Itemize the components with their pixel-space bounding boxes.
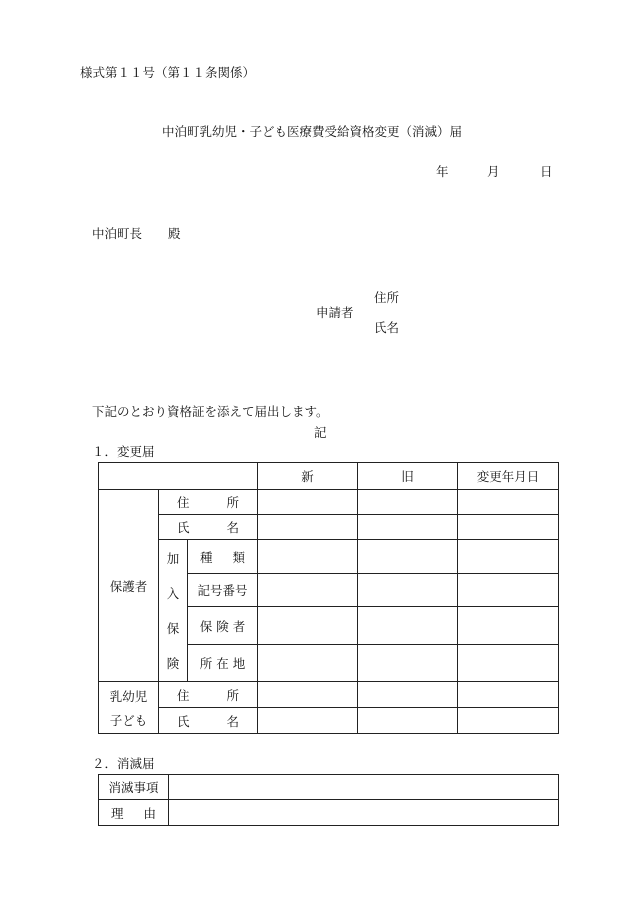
col-new: 新 bbox=[258, 463, 358, 490]
guardian-address-label: 住 所 bbox=[159, 490, 258, 515]
insurance-type-date[interactable] bbox=[458, 540, 559, 574]
reason-field[interactable] bbox=[169, 800, 559, 826]
insurance-vertical-label: 加 入 保 険 bbox=[159, 540, 188, 682]
location-new[interactable] bbox=[258, 645, 358, 682]
document-title: 中泊町乳幼児・子ども医療費受給資格変更（消滅）届 bbox=[162, 124, 463, 139]
addressee-honorific: 殿 bbox=[168, 226, 181, 241]
insurer-label: 保 険 者 bbox=[188, 607, 258, 645]
guardian-name-label: 氏 名 bbox=[159, 515, 258, 540]
termination-item-field[interactable] bbox=[169, 775, 559, 800]
symbol-number-date[interactable] bbox=[458, 574, 559, 607]
statement-text: 下記のとおり資格証を添えて届出します。 bbox=[92, 404, 329, 419]
termination-table bbox=[98, 774, 559, 826]
location-date[interactable] bbox=[458, 645, 559, 682]
guardian-label: 保護者 bbox=[99, 490, 159, 682]
change-table bbox=[98, 462, 559, 734]
applicant-label: 申請者 bbox=[316, 305, 354, 320]
child-address-label: 住 所 bbox=[159, 682, 258, 708]
insurance-type-old[interactable] bbox=[358, 540, 458, 574]
applicant-address-label: 住所 bbox=[374, 290, 400, 305]
child-address-date[interactable] bbox=[458, 682, 559, 708]
insurer-old[interactable] bbox=[358, 607, 458, 645]
guardian-name-old[interactable] bbox=[358, 515, 458, 540]
guardian-name-date[interactable] bbox=[458, 515, 559, 540]
date-month-label: 月 bbox=[487, 164, 500, 179]
child-name-new[interactable] bbox=[258, 708, 358, 734]
symbol-number-old[interactable] bbox=[358, 574, 458, 607]
date-day-label: 日 bbox=[540, 164, 553, 179]
header-blank-cell bbox=[99, 463, 258, 490]
guardian-address-old[interactable] bbox=[358, 490, 458, 515]
date-year-label: 年 bbox=[436, 164, 449, 179]
child-name-date[interactable] bbox=[458, 708, 559, 734]
col-old: 旧 bbox=[358, 463, 458, 490]
symbol-number-new[interactable] bbox=[258, 574, 358, 607]
location-old[interactable] bbox=[358, 645, 458, 682]
child-label: 乳幼児 子ども bbox=[99, 682, 159, 734]
ki-label: 記 bbox=[314, 425, 327, 440]
section1-heading: １．変更届 bbox=[92, 444, 155, 459]
applicant-name-label: 氏名 bbox=[374, 320, 400, 335]
col-change-date: 変更年月日 bbox=[458, 463, 559, 490]
section2-heading: ２．消滅届 bbox=[92, 756, 155, 771]
insurance-type-new[interactable] bbox=[258, 540, 358, 574]
guardian-address-new[interactable] bbox=[258, 490, 358, 515]
child-address-new[interactable] bbox=[258, 682, 358, 708]
symbol-number-label: 記号番号 bbox=[188, 574, 258, 607]
guardian-address-date[interactable] bbox=[458, 490, 559, 515]
insurer-new[interactable] bbox=[258, 607, 358, 645]
child-address-old[interactable] bbox=[358, 682, 458, 708]
reason-label: 理 由 bbox=[99, 800, 169, 826]
termination-item-label: 消滅事項 bbox=[99, 775, 169, 800]
child-name-old[interactable] bbox=[358, 708, 458, 734]
insurer-date[interactable] bbox=[458, 607, 559, 645]
insurance-type-label: 種 類 bbox=[188, 540, 258, 574]
addressee-name: 中泊町長 bbox=[92, 226, 143, 241]
guardian-name-new[interactable] bbox=[258, 515, 358, 540]
child-name-label: 氏 名 bbox=[159, 708, 258, 734]
form-number: 様式第１１号（第１１条関係） bbox=[80, 65, 256, 80]
location-label: 所 在 地 bbox=[188, 645, 258, 682]
